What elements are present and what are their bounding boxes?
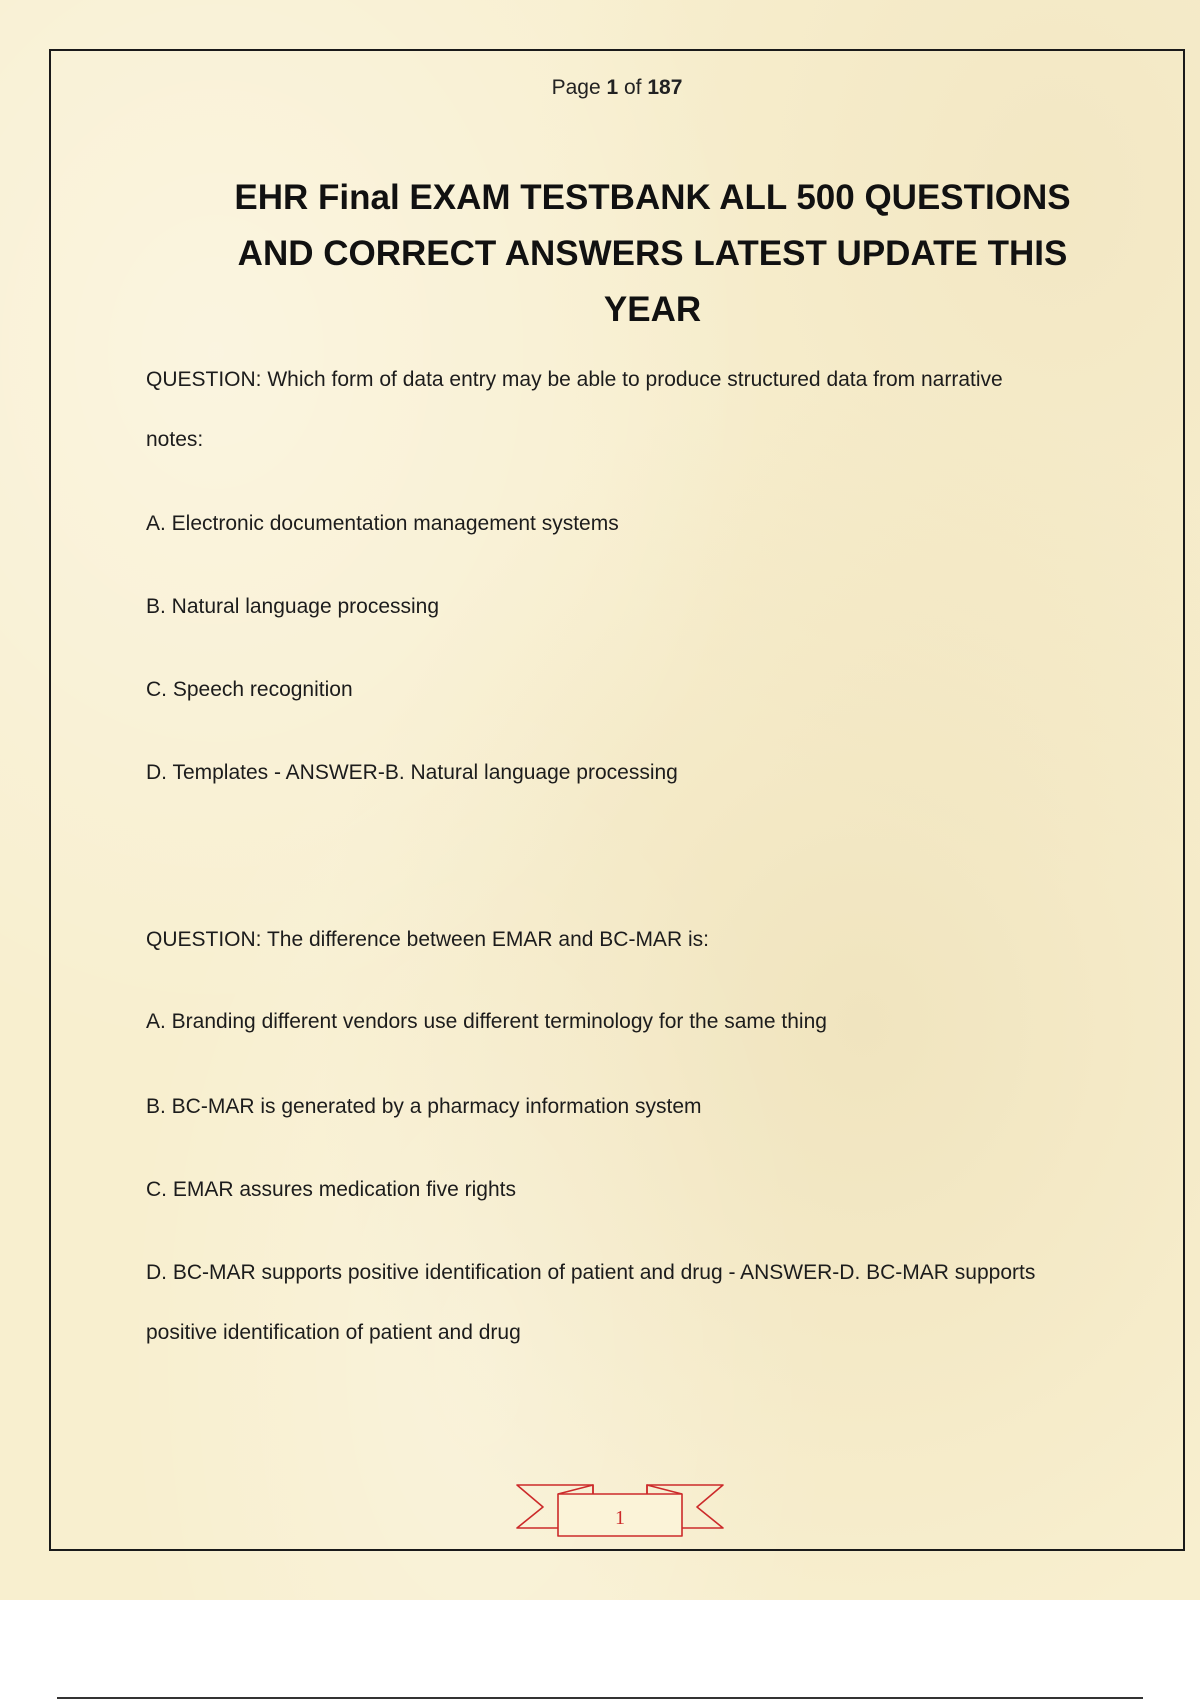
option-text: A. Electronic documentation management systems [146,512,619,535]
option-b [146,1077,1086,1137]
option-c [146,1160,1086,1220]
page-counter [0,76,1200,100]
option-text: A. Branding different vendors use different terminology for the same thing [146,1010,827,1033]
option-c [146,660,1086,720]
page-number-ribbon [515,1480,725,1540]
option-text: positive identification of patient and drug [146,1321,521,1344]
option-a [146,992,1086,1052]
option-text: C. Speech recognition [146,678,353,701]
title-line: EHR Final EXAM TESTBANK ALL 500 QUESTIONS [234,178,1071,217]
page-counter-of: of [624,76,642,99]
question-text: QUESTION: The difference between EMAR and BC-MAR is: [146,928,709,951]
title-line: AND CORRECT ANSWERS LATEST UPDATE THIS [237,234,1068,273]
title-line: YEAR [603,290,702,329]
page-counter-current: 1 [606,76,619,99]
option-text: D. BC-MAR supports positive identification of patient and drug - ANSWER-D. BC-MAR supports [146,1261,1036,1284]
option-d-answer [146,743,1086,803]
option-b [146,577,1086,637]
ribbon-left-fold [558,1485,593,1494]
question-text: QUESTION: Which form of data entry may be able to produce structured data from narrative [146,368,1003,391]
page-counter-prefix: Page [551,76,601,99]
option-text: C. EMAR assures medication five rights [146,1178,516,1201]
option-text: D. Templates - ANSWER-B. Natural language processing [146,761,678,784]
question-block-1 [146,350,1086,470]
question-text: notes: [146,428,204,451]
ribbon-right-fold [647,1485,682,1494]
page-counter-total: 187 [647,76,683,99]
bottom-rule [57,1697,1143,1699]
option-a [146,494,1086,554]
option-text: B. Natural language processing [146,595,440,618]
document-title [230,170,1075,338]
option-d-answer [146,1243,1086,1363]
question-block-2 [146,910,1086,970]
option-text: B. BC-MAR is generated by a pharmacy information system [146,1095,702,1118]
footer-page-number: 1 [615,1507,625,1529]
